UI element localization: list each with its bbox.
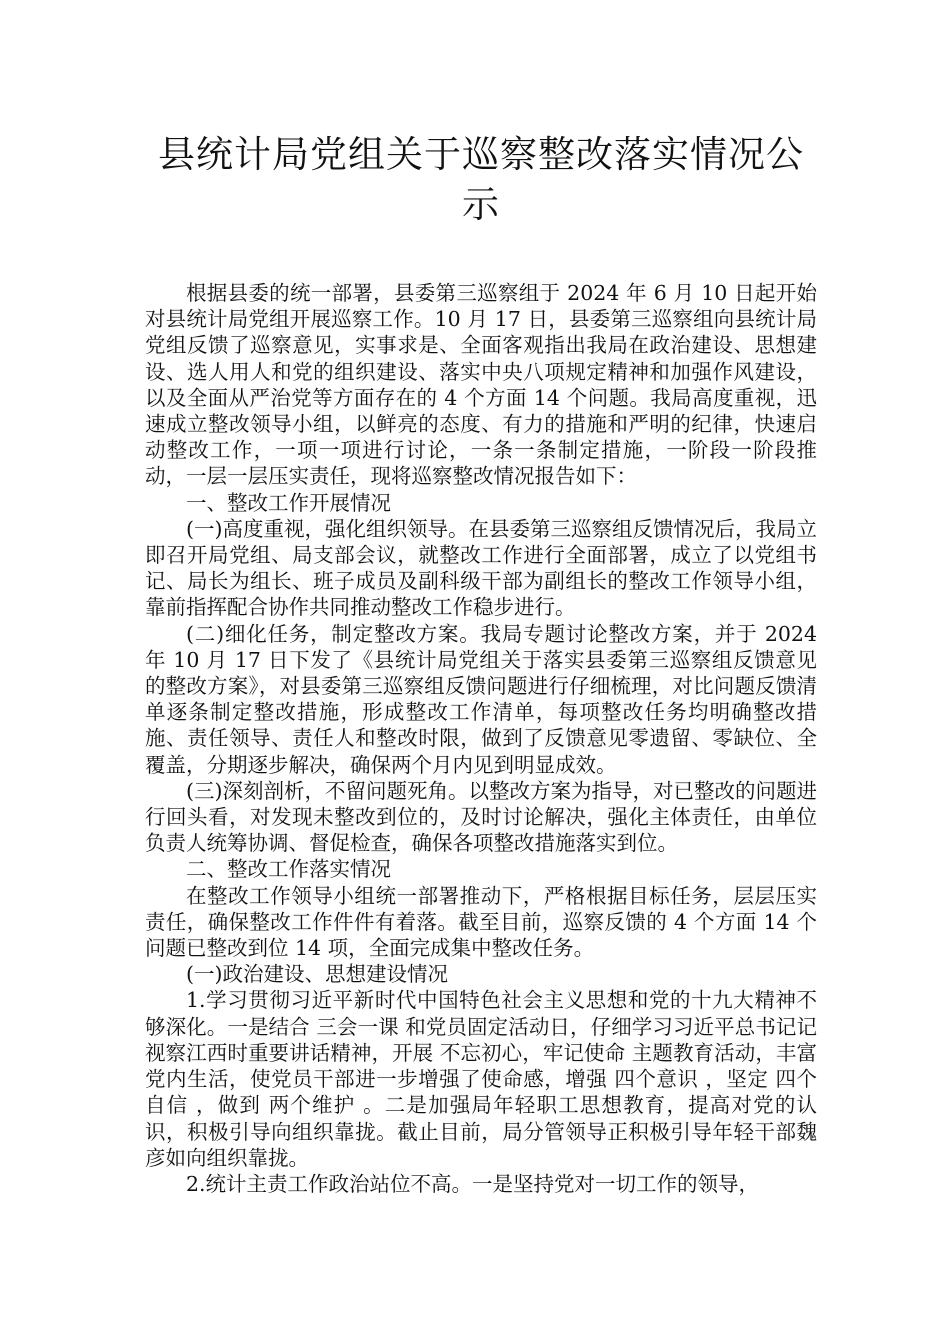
section-heading-1: 一、整改工作开展情况 [186, 490, 391, 515]
paragraph: (三)深刻剖析，不留问题死角。以整改方案为指导，对已整改的问题进行回头看，对发现未整改到位的，及时讨论解决，强化主体责任，由单位负责人统筹协调、督促检查，确保各项整改措施落实到位。 [145, 778, 817, 856]
subsection-heading: (一)政治建设、思想建设情况 [186, 962, 448, 987]
document-page [145, 130, 817, 1197]
section-heading-2: 二、整改工作落实情况 [186, 857, 391, 882]
paragraph: 1.学习贯彻习近平新时代中国特色社会主义思想和党的十九大精神不够深化。一是结合 三会一课 和党员固定活动日，仔细学习习近平总书记记视察江西时重要讲话精神，开展 不忘初心，牢记使命 主题教育活动，丰富党内生活，使党员干部进一步增强了使命感，增强 四个意识 ，坚定 四个自信 ，做到 两个维护 。二是加强局年轻职工思想教育，提高对党的认识，积极引导向组织靠拢。截止目前，局分管领导正积极引导年轻干部魏彦如向组织靠拢。 [145, 988, 817, 1170]
paragraph: 2.统计主责工作政治站位不高。一是坚持党对一切工作的领导， [186, 1171, 760, 1196]
document-body [145, 280, 817, 1197]
paragraph: (二)细化任务，制定整改方案。我局专题讨论整改方案，并于 2024 年 10 月 17 日下发了《县统计局党组关于落实县委第三巡察组反馈意见的整改方案》，对县委第三巡察组反馈问题进行仔细梳理，对比问题反馈清单逐条制定整改措施，形成整改工作清单，每项整改任务均明确整改措施、责任领导、责任人和整改时限，做到了反馈意见零遗留、零缺位、全覆盖，分期逐步解决，确保两个月内见到明显成效。 [145, 621, 817, 777]
paragraph: (一)高度重视，强化组织领导。在县委第三巡察组反馈情况后，我局立即召开局党组、局支部会议，就整改工作进行全面部署，成立了以党组书记、局长为组长、班子成员及副科级干部为副组长的整改工作领导小组，靠前指挥配合协作共同推动整改工作稳步进行。 [145, 516, 817, 620]
paragraph: 在整改工作领导小组统一部署推动下，严格根据目标任务，层层压实责任，确保整改工作件件有着落。截至目前，巡察反馈的 4 个方面 14 个问题已整改到位 14 项，全面完成集中整改任务。 [145, 883, 817, 961]
paragraph-intro: 根据县委的统一部署，县委第三巡察组于 2024 年 6 月 10 日起开始对县统计局党组开展巡察工作。10 月 17 日，县委第三巡察组向县统计局党组反馈了巡察意见，实事求是、全面客观指出我局在政治建设、思想建设、选人用人和党的组织建设、落实中央八项规定精神和加强作风建设，以及全面从严治党等方面存在的 4 个方面 14 个问题。我局高度重视，迅速成立整改领导小组，以鲜亮的态度、有力的措施和严明的纪律，快速启动整改工作，一项一项进行讨论，一条一条制定措施，一阶段一阶段推动，一层一层压实责任，现将巡察整改情况报告如下： [145, 281, 817, 489]
document-title: 县统计局党组关于巡察整改落实情况公示 [158, 133, 804, 226]
